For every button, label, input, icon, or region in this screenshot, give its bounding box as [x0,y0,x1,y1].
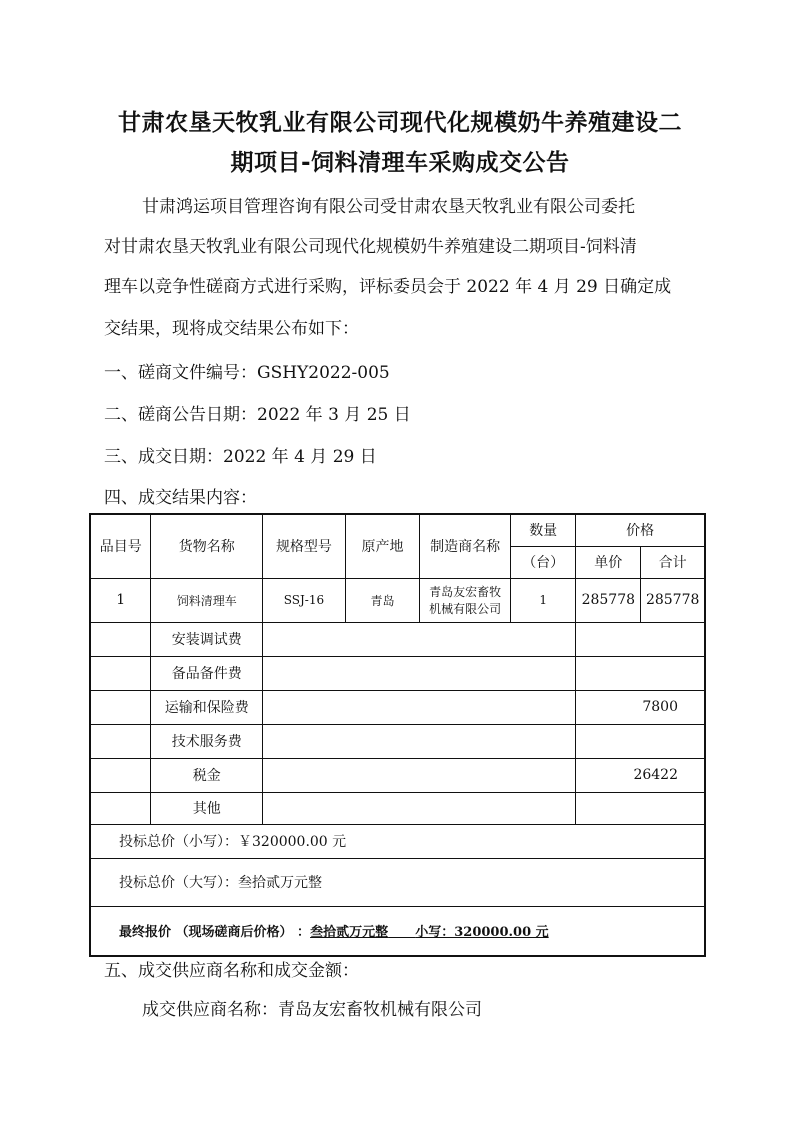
table-row [90,578,705,622]
fee-blank-cell [90,690,151,724]
fee-label-other: 其他 [151,792,263,824]
fee-spacer [263,690,576,724]
fee-row [90,758,705,792]
cell-manufacturer [420,578,511,622]
total-price-big: 投标总价（大写）：叁拾贰万元整 [90,858,705,906]
fee-row [90,690,705,724]
fee-value-other [576,792,705,824]
header-goods-name: 货物名称 [151,514,263,578]
fee-row [90,724,705,758]
cell-origin: 青岛 [345,578,419,622]
cell-manufacturer-line-2: 机械有限公司 [429,602,502,616]
fee-blank-cell [90,758,151,792]
header-item-no: 品目号 [90,514,151,578]
fee-spacer [263,724,576,758]
fee-blank-cell [90,622,151,656]
header-unit-price: 单价 [576,546,641,578]
fee-spacer [263,656,576,690]
header-quantity: 数量 [511,514,576,546]
fee-spacer [263,758,576,792]
supplier-name: 成交供应商名称：青岛友宏畜牧机械有限公司 [142,1000,482,1020]
cell-item-no: 1 [90,578,151,622]
fee-value-install [576,622,705,656]
fee-blank-cell [90,792,151,824]
fee-row [90,622,705,656]
fee-spacer [263,622,576,656]
header-model: 规格型号 [263,514,346,578]
page-title-line-1: 甘肃农垦天牧乳业有限公司现代化规模奶牛养殖建设二 [118,110,682,136]
header-total: 合计 [641,546,705,578]
cell-quantity: 1 [511,578,576,622]
intro-line-2: 对甘肃农垦天牧乳业有限公司现代化规模奶牛养殖建设二期项目-饲料清 [104,237,637,257]
page-title-line-2: 期项目-饲料清理车采购成交公告 [230,150,570,176]
supplier-heading: 五、成交供应商名称和成交金额： [104,961,359,981]
cell-total: 285778 [641,578,705,622]
final-price [90,906,705,956]
fee-row [90,792,705,824]
fee-label-spare-parts: 备品备件费 [151,656,263,690]
fee-value-transport: 7800 [576,690,705,724]
header-manufacturer: 制造商名称 [420,514,511,578]
intro-line-4: 交结果，现将成交结果公布如下： [104,319,359,339]
fee-label-transport: 运输和保险费 [151,690,263,724]
deal-date: 三、成交日期：2022 年 4 月 29 日 [104,447,377,467]
fee-value-tax: 26422 [576,758,705,792]
final-price-big: 叁拾贰万元整 [310,925,389,941]
header-quantity-unit: （台） [511,546,576,578]
cell-model: SSJ-16 [263,578,346,622]
fee-label-tech-service: 技术服务费 [151,724,263,758]
total-price-small: 投标总价（小写）：￥320000.00 元 [90,824,705,858]
fee-label-tax: 税金 [151,758,263,792]
intro-line-3: 理车以竞争性磋商方式进行采购，评标委员会于 2022 年 4 月 29 日确定成 [104,277,672,297]
final-price-label: 最终报价 （现场磋商后价格） ： [119,925,311,941]
result-table [89,513,706,957]
cell-manufacturer-line-1: 青岛友宏畜牧 [429,585,502,599]
bid-doc-number: 一、磋商文件编号：GSHY2022-005 [104,363,390,383]
fee-blank-cell [90,724,151,758]
fee-value-tech-service [576,724,705,758]
fee-spacer [263,792,576,824]
final-price-small: 小写：320000.00 元 [415,925,549,941]
result-heading: 四、成交结果内容： [104,488,257,508]
announcement-date: 二、磋商公告日期：2022 年 3 月 25 日 [104,405,411,425]
fee-value-spare-parts [576,656,705,690]
fee-row [90,656,705,690]
cell-goods-name: 饲料清理车 [151,578,263,622]
fee-label-install: 安装调试费 [151,622,263,656]
header-origin: 原产地 [345,514,419,578]
cell-unit-price: 285778 [576,578,641,622]
intro-line-1: 甘肃鸿运项目管理咨询有限公司受甘肃农垦天牧乳业有限公司委托 [142,197,635,217]
header-price: 价格 [576,514,705,546]
fee-blank-cell [90,656,151,690]
